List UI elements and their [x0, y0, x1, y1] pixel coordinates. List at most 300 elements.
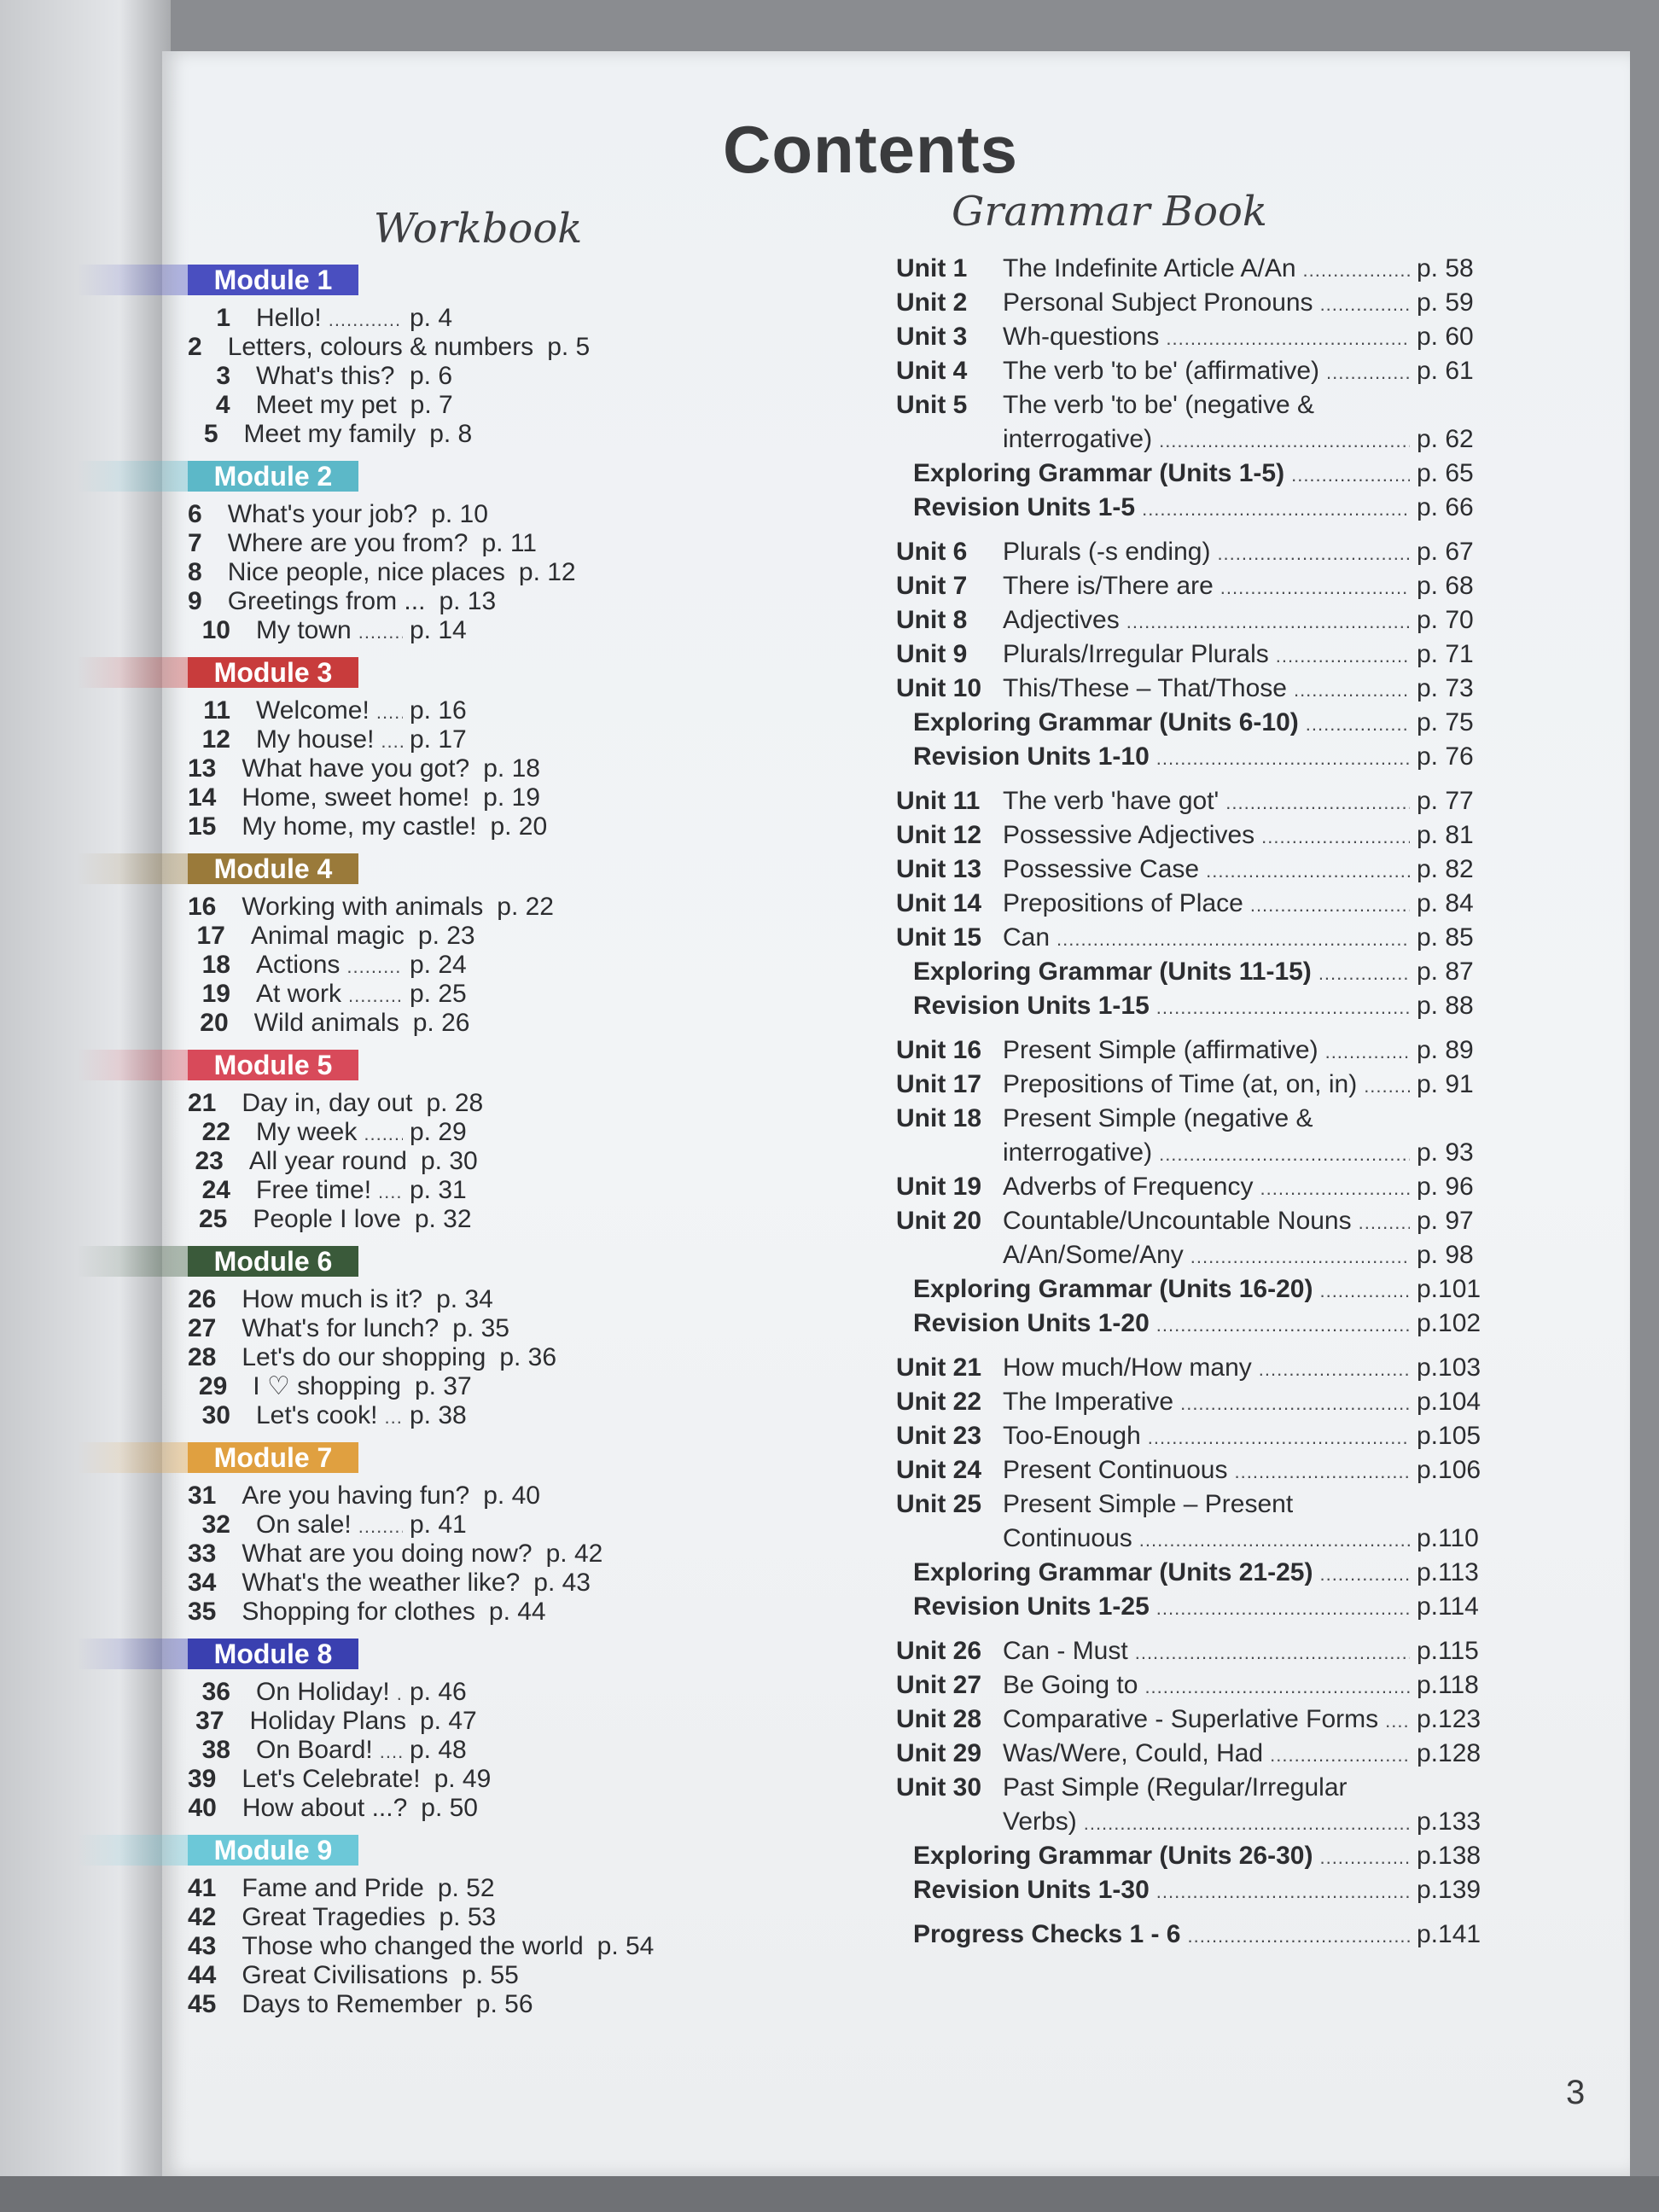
leader-dots [1225, 786, 1410, 820]
unit-title: The verb 'have got' [1003, 787, 1220, 815]
lesson-entry [68, 1481, 819, 1511]
lesson-page: p. 46 [410, 1678, 467, 1706]
lesson-page: p. 48 [410, 1736, 467, 1764]
unit-page: p. 81 [1417, 821, 1474, 849]
unit-title: Possessive Adjectives [1003, 821, 1255, 849]
leader-dots [1319, 1557, 1410, 1592]
unit-title: Too-Enough [1003, 1422, 1141, 1450]
lesson-title: Let's Celebrate! [242, 1765, 421, 1793]
unit-page: p. 89 [1417, 1036, 1474, 1064]
lesson-entry [68, 362, 819, 391]
leader-dots [1084, 1807, 1410, 1841]
unit-title: Plurals (-s ending) [1003, 538, 1211, 566]
unit-page: p.113 [1417, 1558, 1479, 1586]
grammar-unit-entry [751, 388, 1562, 422]
leader-dots [1190, 1240, 1410, 1274]
grammar-section-entry [751, 1556, 1562, 1590]
lesson-page: p. 52 [437, 1874, 495, 1902]
module-label: Module 9 [188, 1835, 358, 1866]
lesson-entry [68, 558, 819, 587]
unit-label: Unit 16 [896, 1036, 982, 1064]
lesson-title: All year round [248, 1147, 407, 1175]
lesson-title: I ♡ shopping [253, 1372, 401, 1400]
unit-label: Unit 27 [896, 1671, 982, 1699]
unit-label: Unit 21 [896, 1353, 982, 1382]
grammar-unit-entry [751, 921, 1562, 955]
module-banner [77, 657, 358, 688]
unit-page: p. 84 [1417, 889, 1474, 917]
lesson-entry [68, 1176, 819, 1205]
unit-label: Unit 5 [896, 391, 968, 419]
grammar-section-entry [751, 1918, 1562, 1952]
lesson-title: Greetings from ... [227, 587, 426, 615]
lesson-page: p. 18 [483, 754, 540, 783]
lesson-number: 8 [188, 558, 202, 586]
lesson-title: People I love [253, 1205, 401, 1233]
lesson-number: 36 [201, 1678, 230, 1706]
grammar-unit-entry [751, 853, 1562, 887]
lesson-title: My home, my castle! [242, 812, 477, 841]
lesson-entry [68, 1401, 819, 1430]
unit-title: interrogative) [1003, 425, 1153, 453]
grammar-unit-entry [751, 1737, 1562, 1771]
workbook-contents [68, 265, 819, 2031]
lesson-page: p. 43 [533, 1569, 591, 1597]
lesson-entry [68, 616, 819, 645]
leader-dots [1319, 1274, 1410, 1308]
lesson-title: My house! [256, 725, 375, 754]
leader-dots [1261, 820, 1410, 854]
page-number: 3 [1566, 2074, 1586, 2111]
grammar-unit-entry [751, 252, 1562, 286]
lesson-entry [68, 1903, 819, 1932]
unit-title: Countable/Uncountable Nouns [1003, 1207, 1352, 1235]
module-banner [77, 265, 358, 295]
lesson-entry [68, 1343, 819, 1372]
lesson-page: p. 56 [475, 1990, 533, 2018]
lesson-number: 34 [188, 1569, 217, 1597]
unit-label: Unit 11 [896, 787, 981, 815]
leader-dots [346, 952, 403, 981]
lesson-number: 43 [188, 1932, 217, 1960]
unit-title: Be Going to [1003, 1671, 1138, 1699]
unit-page: p. 76 [1417, 742, 1474, 771]
lesson-entry [68, 1678, 819, 1707]
unit-title: Present Simple (affirmative) [1003, 1036, 1318, 1064]
leader-dots [1126, 605, 1410, 639]
unit-page: p.101 [1417, 1275, 1481, 1303]
unit-page: p. 68 [1417, 572, 1474, 600]
module-section [68, 1639, 819, 1823]
lesson-page: p. 13 [439, 587, 497, 615]
leader-dots [1156, 1875, 1410, 1909]
lesson-number: 25 [198, 1205, 228, 1233]
unit-title: Progress Checks 1 - 6 [913, 1920, 1181, 1948]
unit-page: p. 60 [1417, 323, 1474, 351]
lesson-title: On Board! [256, 1736, 373, 1764]
lesson-page: p. 50 [421, 1794, 478, 1822]
lesson-page: p. 26 [412, 1009, 470, 1037]
lesson-title: Shopping for clothes [242, 1598, 475, 1626]
lesson-entry [68, 1147, 819, 1176]
lesson-number: 7 [188, 529, 202, 557]
leader-dots [1142, 492, 1410, 527]
grammar-unit-entry [751, 1453, 1562, 1487]
lesson-number: 27 [188, 1314, 217, 1342]
unit-title: Revision Units 1-25 [913, 1592, 1150, 1621]
lesson-entry [68, 333, 819, 362]
lesson-entry [68, 980, 819, 1009]
module-label: Module 1 [188, 265, 358, 295]
lesson-page: p. 7 [410, 391, 453, 419]
leader-dots [1188, 1919, 1411, 1953]
lesson-entry [68, 500, 819, 529]
grammar-unit-entry [751, 818, 1562, 853]
lesson-title: Are you having fun? [242, 1481, 470, 1510]
unit-title: Continuous [1003, 1524, 1132, 1552]
unit-page: p.114 [1417, 1592, 1479, 1621]
lesson-number: 5 [203, 420, 218, 448]
lesson-entry [68, 1569, 819, 1598]
unit-title: Personal Subject Pronouns [1003, 288, 1313, 317]
module-banner [77, 1050, 358, 1080]
lesson-number: 33 [188, 1540, 217, 1568]
grammar-book-heading: Grammar Book [952, 188, 1267, 236]
grammar-unit-entry [751, 1385, 1562, 1419]
lesson-page: p. 12 [518, 558, 576, 586]
lesson-title: Day in, day out [242, 1089, 413, 1117]
grammar-section-entry [751, 457, 1562, 491]
lesson-entry [68, 1205, 819, 1234]
unit-label: Unit 12 [896, 821, 982, 849]
module-section [68, 1050, 819, 1234]
lesson-number: 44 [188, 1961, 217, 1989]
leader-dots [1303, 253, 1410, 288]
lesson-entry [68, 812, 819, 841]
unit-title: Revision Units 1-15 [913, 992, 1150, 1020]
grammar-unit-entry [751, 672, 1562, 706]
grammar-unit-entry [751, 637, 1562, 672]
unit-label: Unit 20 [896, 1207, 982, 1235]
leader-dots [1156, 1592, 1410, 1626]
background-surface [0, 2176, 1659, 2212]
unit-label: Unit 6 [896, 538, 968, 566]
unit-page: p.102 [1417, 1309, 1481, 1337]
unit-page: p. 66 [1417, 493, 1474, 521]
grammar-book-contents [751, 252, 1562, 1962]
leader-dots [384, 1403, 403, 1432]
leader-dots [1235, 1455, 1411, 1489]
unit-title: The Imperative [1003, 1388, 1174, 1416]
module-section [68, 657, 819, 841]
unit-page: p. 98 [1417, 1241, 1474, 1269]
unit-title: Revision Units 1-30 [913, 1876, 1150, 1904]
leader-dots [1057, 923, 1410, 957]
leader-dots [401, 364, 403, 393]
lesson-number: 30 [201, 1401, 230, 1429]
unit-title: Exploring Grammar (Units 1-5) [913, 459, 1285, 487]
grammar-unit-entry [751, 535, 1562, 569]
lesson-entry [68, 951, 819, 980]
unit-title: Present Continuous [1003, 1456, 1228, 1484]
grammar-unit-entry [751, 603, 1562, 637]
unit-title: Present Simple – Present [1003, 1490, 1294, 1518]
leader-dots [1159, 1138, 1410, 1172]
lesson-entry [68, 420, 819, 449]
lesson-page: p. 17 [410, 725, 467, 754]
lesson-entry [68, 1932, 819, 1961]
grammar-unit-entry [751, 784, 1562, 818]
unit-page: p. 85 [1417, 923, 1474, 952]
unit-page: p. 58 [1417, 254, 1474, 282]
lesson-title: What's this? [256, 362, 395, 390]
unit-page: p.138 [1417, 1842, 1481, 1870]
grammar-unit-entry [751, 1703, 1562, 1737]
lesson-title: Nice people, nice places [227, 558, 505, 586]
lesson-number: 11 [203, 696, 230, 725]
lesson-entry [68, 1540, 819, 1569]
lesson-entry [68, 304, 819, 333]
unit-title: How much/How many [1003, 1353, 1252, 1382]
lesson-entry [68, 587, 819, 616]
leader-dots [1156, 991, 1410, 1025]
leader-dots [348, 981, 403, 1010]
module-section [68, 1246, 819, 1430]
unit-title: Comparative - Superlative Forms [1003, 1705, 1379, 1733]
lesson-title: Great Civilisations [242, 1961, 449, 1989]
unit-title: A/An/Some/Any [1003, 1241, 1184, 1269]
leader-dots [1276, 639, 1410, 673]
grammar-section-entry [751, 989, 1562, 1023]
unit-title: Possessive Case [1003, 855, 1200, 883]
module-section [68, 265, 819, 449]
lesson-title: My town [256, 616, 352, 644]
grammar-unit-entry [751, 1136, 1562, 1170]
leader-dots [1217, 537, 1410, 571]
unit-title: Adjectives [1003, 606, 1120, 634]
lesson-number: 20 [200, 1009, 229, 1037]
grammar-unit-entry [751, 1033, 1562, 1068]
lesson-title: Welcome! [256, 696, 370, 725]
lesson-entry [68, 1314, 819, 1343]
unit-page: p. 61 [1417, 357, 1474, 385]
lesson-page: p. 42 [545, 1540, 603, 1568]
lesson-title: Those who changed the world [242, 1932, 584, 1960]
lesson-number: 21 [188, 1089, 217, 1117]
unit-page: p. 82 [1417, 855, 1474, 883]
leader-dots [329, 306, 403, 335]
leader-dots [397, 1679, 403, 1708]
lesson-page: p. 30 [420, 1147, 478, 1175]
lesson-entry [68, 391, 819, 420]
lesson-page: p. 29 [410, 1118, 467, 1146]
lesson-page: p. 41 [410, 1511, 467, 1539]
unit-page: p.106 [1417, 1456, 1481, 1484]
leader-dots [1326, 356, 1410, 390]
lesson-title: How much is it? [242, 1285, 423, 1313]
leader-dots [1294, 673, 1410, 707]
lesson-entry [68, 922, 819, 951]
leader-dots [1159, 424, 1410, 458]
unit-page: p.133 [1417, 1807, 1481, 1836]
unit-title: Exploring Grammar (Units 26-30) [913, 1842, 1313, 1870]
unit-label: Unit 22 [896, 1388, 982, 1416]
lesson-page: p. 36 [499, 1343, 557, 1371]
leader-dots [1259, 1353, 1410, 1387]
unit-page: p. 88 [1417, 992, 1474, 1020]
lesson-title: What's for lunch? [242, 1314, 439, 1342]
lesson-page: p. 22 [497, 893, 554, 921]
grammar-section-entry [751, 1307, 1562, 1341]
grammar-unit-entry [751, 1805, 1562, 1839]
grammar-unit-entry [751, 887, 1562, 921]
grammar-section-entry [751, 706, 1562, 740]
lesson-number: 18 [201, 951, 230, 979]
unit-label: Unit 13 [896, 855, 982, 883]
grammar-unit-entry [751, 1487, 1562, 1522]
lesson-title: My week [256, 1118, 358, 1146]
module-label: Module 4 [188, 853, 358, 884]
module-banner [77, 1442, 358, 1473]
lesson-title: On sale! [256, 1511, 352, 1539]
module-label: Module 7 [188, 1442, 358, 1473]
leader-dots [1385, 1704, 1410, 1738]
lesson-title: Fame and Pride [242, 1874, 424, 1902]
lesson-entry [68, 893, 819, 922]
unit-page: p.103 [1417, 1353, 1481, 1382]
unit-page: p. 96 [1417, 1173, 1474, 1201]
unit-page: p.115 [1417, 1637, 1479, 1665]
lesson-page: p. 11 [481, 529, 537, 557]
lesson-number: 12 [201, 725, 230, 754]
lesson-number: 2 [188, 333, 202, 361]
leader-dots [1206, 854, 1410, 888]
lesson-number: 26 [188, 1285, 217, 1313]
lesson-page: p. 38 [410, 1401, 467, 1429]
unit-title: Can - Must [1003, 1637, 1128, 1665]
grammar-unit-entry [751, 1634, 1562, 1668]
unit-label: Unit 7 [896, 572, 968, 600]
lesson-page: p. 4 [410, 304, 453, 332]
leader-dots [358, 1512, 403, 1541]
unit-page: p. 77 [1417, 787, 1474, 815]
unit-label: Unit 28 [896, 1705, 982, 1733]
lesson-entry [68, 529, 819, 558]
lesson-number: 42 [188, 1903, 217, 1931]
leader-dots [376, 698, 403, 727]
unit-page: p. 93 [1417, 1138, 1474, 1167]
grammar-unit-entry [751, 286, 1562, 320]
lesson-title: Home, sweet home! [242, 783, 470, 812]
lesson-page: p. 28 [426, 1089, 484, 1117]
lesson-entry [68, 1089, 819, 1118]
unit-page: p.105 [1417, 1422, 1481, 1450]
lesson-page: p. 16 [410, 696, 467, 725]
grammar-section-entry [751, 1590, 1562, 1624]
lesson-number: 1 [216, 304, 230, 332]
module-section [68, 461, 819, 645]
lesson-page: p. 37 [414, 1372, 472, 1400]
module-banner [77, 1639, 358, 1669]
unit-page: p.118 [1417, 1671, 1479, 1699]
lesson-page: p. 31 [410, 1176, 467, 1204]
unit-page: p. 91 [1417, 1070, 1474, 1098]
lesson-entry [68, 1794, 819, 1823]
lesson-title: Days to Remember [242, 1990, 463, 2018]
leader-dots [1364, 1069, 1410, 1103]
lesson-title: Working with animals [242, 893, 484, 921]
unit-label: Unit 30 [896, 1773, 982, 1802]
unit-label: Unit 23 [896, 1422, 982, 1450]
lesson-page: p. 53 [439, 1903, 497, 1931]
unit-title: The Indefinite Article A/An [1003, 254, 1296, 282]
grammar-unit-entry [751, 354, 1562, 388]
lesson-entry [68, 1598, 819, 1627]
grammar-unit-entry [751, 1170, 1562, 1204]
leader-dots [1148, 1421, 1410, 1455]
unit-label: Unit 26 [896, 1637, 982, 1665]
grammar-section-entry [751, 491, 1562, 525]
leader-dots [1306, 707, 1410, 742]
grammar-unit-entry [751, 1238, 1562, 1272]
unit-label: Unit 8 [896, 606, 968, 634]
leader-dots [1319, 1841, 1410, 1875]
unit-title: Adverbs of Frequency [1003, 1173, 1254, 1201]
leader-dots [358, 618, 403, 647]
module-label: Module 3 [188, 657, 358, 688]
module-label: Module 6 [188, 1246, 358, 1277]
leader-dots [1139, 1523, 1410, 1557]
leader-dots [381, 727, 403, 756]
lesson-page: p. 24 [410, 951, 467, 979]
lesson-number: 23 [195, 1147, 224, 1175]
leader-dots [1156, 742, 1410, 776]
lesson-entry [68, 1372, 819, 1401]
lesson-title: Let's cook! [256, 1401, 378, 1429]
lesson-number: 31 [188, 1481, 217, 1510]
unit-label: Unit 24 [896, 1456, 982, 1484]
unit-page: p. 67 [1417, 538, 1474, 566]
lesson-entry [68, 1285, 819, 1314]
unit-label: Unit 18 [896, 1104, 982, 1132]
lesson-page: p. 8 [429, 420, 473, 448]
lesson-entry [68, 696, 819, 725]
module-banner [77, 853, 358, 884]
leader-dots [1180, 1387, 1410, 1421]
lesson-page: p. 49 [434, 1765, 492, 1793]
lesson-number: 24 [201, 1176, 230, 1204]
lesson-page: p. 19 [483, 783, 540, 812]
unit-label: Unit 10 [896, 674, 982, 702]
lesson-number: 10 [201, 616, 230, 644]
grammar-unit-entry [751, 422, 1562, 457]
lesson-number: 17 [196, 922, 225, 950]
unit-title: Can [1003, 923, 1051, 952]
unit-label: Unit 17 [896, 1070, 982, 1098]
lesson-number: 22 [201, 1118, 230, 1146]
grammar-section-entry [751, 1272, 1562, 1307]
lesson-number: 40 [188, 1794, 217, 1822]
unit-title: Plurals/Irregular Plurals [1003, 640, 1269, 668]
unit-label: Unit 9 [896, 640, 968, 668]
unit-page: p.141 [1417, 1920, 1481, 1948]
page-title: Contents [723, 112, 1018, 187]
unit-title: The verb 'to be' (negative & [1003, 391, 1314, 419]
lesson-number: 28 [188, 1343, 217, 1371]
lesson-title: What have you got? [242, 754, 470, 783]
module-label: Module 2 [188, 461, 358, 492]
lesson-title: At work [256, 980, 342, 1008]
